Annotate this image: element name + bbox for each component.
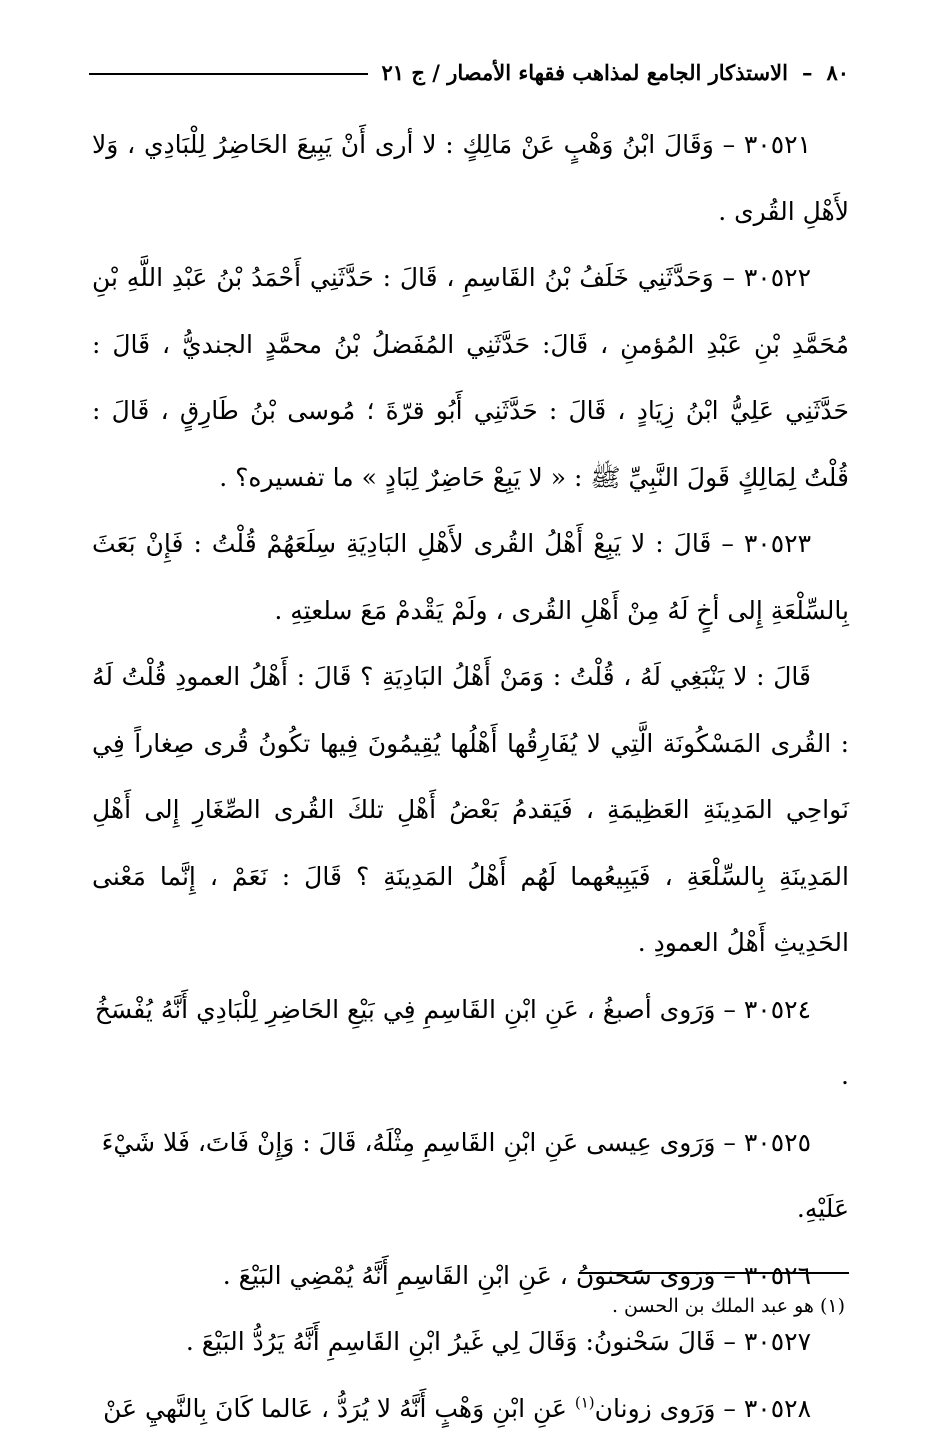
main-text (92, 112, 849, 1442)
paragraph-30522: ٣٠٥٢٢ – وَحَدَّثَنِي خَلَفُ بْنُ القَاسِمِ ، قَالَ : حَدَّثَنِي أَحْمَدُ بْنُ عَبْدِ اللَّهِ بْنِ مُحَمَّدِ بْنِ عَبْدِ المُؤمنِ ، قَالَ: حَدَّثَنِي المُفَضلُ بْنُ محمَّدٍ الجنديُّ ، قَالَ : حَدَّثَنِي عَلِيُّ ابْنُ زِيَادٍ ، قَالَ : حَدَّثَنِي أَبُو قرّةَ ؛ مُوسى بْنُ طَارِقٍ ، قَالَ : قُلْتُ لِمَالِكٍ قَولَ النَّبِيِّ ﷺ : « لا يَبِعْ حَاضِرٌ لِبَادٍ » ما تفسيره؟ . (92, 245, 849, 511)
paragraph-30528-end: عَنِ ابْنِ وَهْبٍ أَنَّهُ لا يُرَدُّ ، عَالما كَانَ بِالنَّهيِ عَنْ (103, 1394, 575, 1423)
paragraph-continuation: قَالَ : لا يَنْبَغِي لَهُ ، قُلْتُ : وَمَنْ أَهْلُ البَادِيَةِ ؟ قَالَ : أَهْلُ العمودِ قُلْتُ لَهُ : القُرى المَسْكُونَة الَّتِي لا يُفَارِقُها أَهْلُها يُقِيمُونَ فِيها تكُونُ قُرى صِغاراً فِي نَواحِي المَدِينَةِ العَظِيمَةِ ، فَيَقدمُ بَعْضُ أَهْلِ تلكَ القُرى الصِّغَارِ إِلى أَهْلِ المَدِينَةِ بِالسِّلْعَةِ ، فَيَبِيعُهما لَهُم أَهْلُ المَدِينَةِ ؟ قَالَ : نَعَمْ ، إِنَّما مَعْنى الحَدِيثِ أَهْلُ العمودِ . (92, 644, 849, 977)
header-dash: – (802, 60, 813, 85)
paragraph-30521: ٣٠٥٢١ – وَقَالَ ابْنُ وَهْبٍ عَنْ مَالِكٍ : لا أرى أَنْ يَبِيعَ الحَاضِرُ لِلْبَادِي ، وَلا لأَهْلِ القُرى . (92, 112, 849, 245)
footnote-separator (579, 1272, 849, 1274)
paragraph-30528 (92, 1376, 849, 1442)
paragraph-30526: ٣٠٥٢٦ – وَرَوى سَحنونُ ، عَنِ ابْنِ القَاسِمِ أَنَّهُ يُمْضِي البَيْعَ . (92, 1243, 849, 1310)
paragraph-30525: ٣٠٥٢٥ – وَرَوى عِيسى عَنِ ابْنِ القَاسِمِ مِثْلَهُ، قَالَ : وَإِنْ فَاتَ، فَلا شَيْءَ عَلَيْهِ. (92, 1110, 849, 1243)
header-page-number: ٨٠ (826, 60, 849, 85)
paragraph-30524: ٣٠٥٢٤ – وَرَوى أصبغُ ، عَنِ ابْنِ القَاسِمِ فِي بَيْعِ الحَاضِرِ لِلْبَادِي أَنَّهُ يُفْسَخُ . (92, 977, 849, 1110)
paragraph-30523: ٣٠٥٢٣ – قَالَ : لا يَبِعْ أَهْلُ القُرى لأَهْلِ البَادِيَةِ سِلَعَهُمْ قُلْتُ : فَإِنْ بَعَثَ بِالسِّلْعَةِ إِلى أخٍ لَهُ مِنْ أَهْلِ القُرى ، ولَمْ يَقْدمْ مَعَ سلعتِهِ . (92, 511, 849, 644)
header-book-title: الاستذكار الجامع لمذاهب فقهاء الأمصار / ج ٢١ (382, 60, 788, 85)
footnote-reference: (١) (575, 1393, 595, 1411)
footnote: (١) هو عبد الملك بن الحسن . (105, 1288, 845, 1324)
running-header (89, 54, 849, 90)
paragraph-30527: ٣٠٥٢٧ – قَالَ سَحْنونُ: وَقَالَ لِي غَيرُ ابْنِ القَاسِمِ أَنَّهُ يَرُدُّ البَيْعَ . (92, 1309, 849, 1376)
paragraph-30528-start: ٣٠٥٢٨ – وَرَوى زونان (595, 1394, 811, 1423)
header-rule (89, 73, 368, 75)
